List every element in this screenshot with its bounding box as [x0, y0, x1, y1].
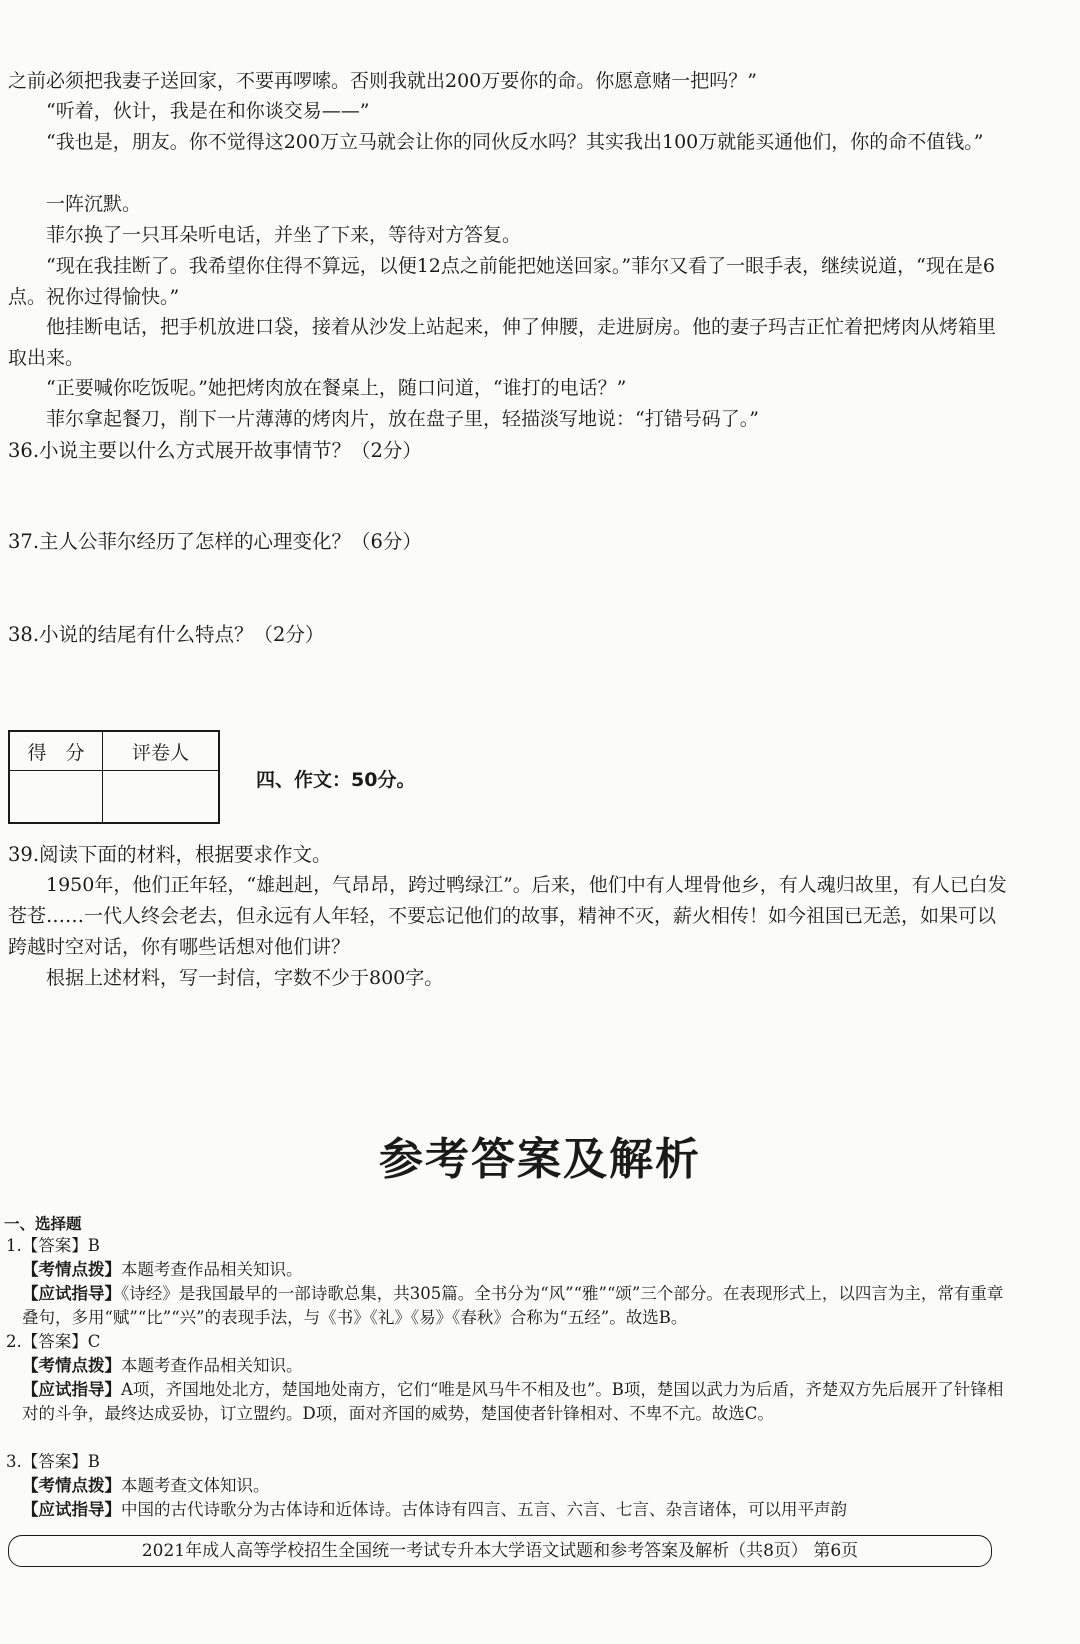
- tag-label: 【应试指导】: [22, 1500, 121, 1519]
- score-label: 得 分: [9, 731, 103, 771]
- answers-title: 参考答案及解析: [379, 1134, 701, 1185]
- tag-label: 【应试指导】: [22, 1284, 121, 1303]
- answer-2: 2.【答案】C: [6, 1332, 101, 1351]
- answer-2-guide: [22, 1378, 1006, 1426]
- grader-cell: [103, 771, 220, 824]
- answer-2-point: [22, 1354, 1006, 1378]
- essay-prompt: 39.阅读下面的材料，根据要求作文。: [8, 843, 332, 866]
- essay-material: 1950年，他们正年轻，“雄赳赳，气昂昂，跨过鸭绿江”。后来，他们中有人埋骨他乡，有人魂归故里，有人已白发苍苍……一代人终会老去，但永远有人年轻，不要忘记他们的故事，精神不灭，薪火相传！如今祖国已无恙，如果可以跨越时空对话，你有哪些话想对他们讲？: [8, 874, 1007, 958]
- question-37: 37.主人公菲尔经历了怎样的心理变化？（6分）: [8, 530, 422, 553]
- answer-1: 1.【答案】B: [6, 1236, 100, 1255]
- answer-1-point: [22, 1258, 1006, 1282]
- story-line: 菲尔拿起餐刀，削下一片薄薄的烤肉片，放在盘子里，轻描淡写地说：“打错号码了。”: [46, 408, 759, 430]
- point-text: 本题考查作品相关知识。: [121, 1356, 303, 1375]
- page-footer: 2021年成人高等学校招生全国统一考试专升本大学语文试题和参考答案及解析（共8页） 第6页: [8, 1535, 992, 1567]
- grader-label: 评卷人: [103, 731, 220, 771]
- answers-section: 一、选择题: [4, 1215, 82, 1233]
- story-line: “正要喊你吃饭呢。”她把烤肉放在餐桌上，随口问道，“谁打的电话？”: [46, 377, 627, 399]
- guide-text: 中国的古代诗歌分为古体诗和近体诗。古体诗有四言、五言、六言、七言、杂言诸体，可以用平声韵: [121, 1500, 847, 1519]
- answer-1-guide: [22, 1282, 1006, 1330]
- score-table: [8, 730, 220, 824]
- story-line: “我也是，朋友。你不觉得这200万立马就会让你的同伙反水吗？其实我出100万就能买通他们，你的命不值钱。”: [46, 131, 984, 153]
- answer-3-point: [22, 1474, 1006, 1498]
- guide-text: 《诗经》是我国最早的一部诗歌总集，共305篇。全书分为“风”“雅”“颂”三个部分。在表现形式上，以四言为主，常有重章叠句，多用“赋”“比”“兴”的表现手法，与《书》《礼》《易》《春秋》合称为“五经”。故选B。: [22, 1284, 1004, 1327]
- story-line: 他挂断电话，把手机放进口袋，接着从沙发上站起来，伸了伸腰，走进厨房。他的妻子玛吉正忙着把烤肉从烤箱里取出来。: [8, 316, 997, 369]
- point-text: 本题考查作品相关知识。: [121, 1260, 303, 1279]
- point-text: 本题考查文体知识。: [121, 1476, 270, 1495]
- answer-3: 3.【答案】B: [6, 1452, 100, 1471]
- story-line: 菲尔换了一只耳朵听电话，并坐了下来，等待对方答复。: [46, 224, 522, 246]
- tag-label: 【应试指导】: [22, 1380, 121, 1399]
- story-line: 一阵沉默。: [46, 193, 142, 215]
- story-line: “听着，伙计，我是在和你谈交易——”: [46, 100, 370, 122]
- story-line: 之前必须把我妻子送回家，不要再啰嗦。否则我就出200万要你的命。你愿意赌一把吗？”: [8, 70, 757, 92]
- section-four-title: 四、作文：50分。: [256, 769, 416, 791]
- answer-3-guide: [22, 1498, 1006, 1522]
- question-38: 38.小说的结尾有什么特点？（2分）: [8, 623, 325, 646]
- question-36: 36.小说主要以什么方式展开故事情节？（2分）: [8, 439, 422, 462]
- essay-requirement: 根据上述材料，写一封信，字数不少于800字。: [46, 967, 444, 989]
- guide-text: A项，齐国地处北方，楚国地处南方，它们“唯是风马牛不相及也”。B项，楚国以武力为后盾，齐楚双方先后展开了针锋相对的斗争，最终达成妥协，订立盟约。D项，面对齐国的威势，楚国使者针锋相对、不卑不亢。故选C。: [22, 1380, 1004, 1423]
- tag-label: 【考情点拨】: [22, 1260, 121, 1279]
- score-cell: [9, 771, 103, 824]
- tag-label: 【考情点拨】: [22, 1476, 121, 1495]
- story-line: “现在我挂断了。我希望你住得不算远，以便12点之前能把她送回家。”菲尔又看了一眼手表，继续说道，“现在是6点。祝你过得愉快。”: [8, 255, 995, 308]
- tag-label: 【考情点拨】: [22, 1356, 121, 1375]
